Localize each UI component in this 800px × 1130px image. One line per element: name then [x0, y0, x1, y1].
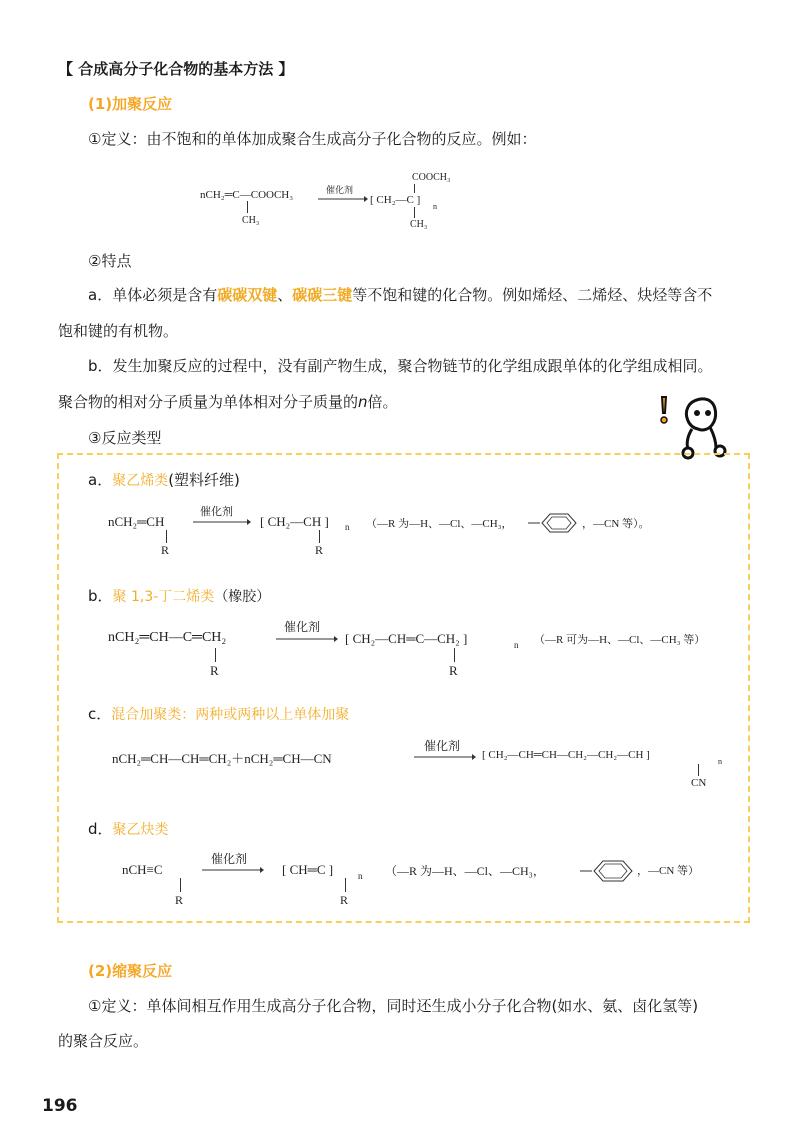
- bond-line: [698, 764, 699, 776]
- type-d-reactant: nCH≡C: [122, 862, 163, 877]
- condensation-definition-line2: 的聚合反应。: [58, 1032, 149, 1050]
- feature-a: [88, 284, 712, 306]
- type-b-heading: [88, 585, 270, 608]
- feature-b-line1: b．发生加聚反应的过程中，没有副产物生成，聚合物链节的化学组成跟单体的化学组成相同。: [88, 357, 713, 375]
- type-b-note: （橡胶）: [214, 589, 271, 605]
- type-b-product: [ CH₂—CH═C—CH₂ ]: [345, 631, 468, 646]
- feature-a-sep: 、: [277, 286, 293, 304]
- type-a-product: [ CH₂—CH ]: [260, 514, 329, 529]
- example-product-top: COOCH₃: [412, 172, 451, 183]
- benzene-ring-icon: [528, 511, 580, 535]
- type-c-product: [ CH₂—CH═CH—CH₂—CH₂—CH ]: [482, 749, 650, 761]
- type-b-letter: b．: [88, 587, 113, 605]
- type-c-catalyst: 催化剂: [424, 739, 461, 753]
- type-c-product-sub: CN: [691, 777, 707, 789]
- type-d-sub: R: [175, 893, 184, 907]
- type-a-product-sub: R: [315, 543, 324, 557]
- addition-heading: (1)加聚反应: [88, 95, 173, 113]
- bond-line: [454, 648, 455, 662]
- type-a-note: (塑料纤维): [168, 471, 240, 489]
- type-b-n: n: [514, 640, 519, 650]
- type-d-product: [ CH═C ]: [282, 862, 334, 877]
- type-a-reactant: nCH₂═CH: [108, 514, 165, 529]
- example-reactant-sub: CH₃: [242, 215, 260, 226]
- type-d-product-sub: R: [340, 893, 349, 907]
- type-b-remark: （—R 可为—H、—Cl、—CH₃ 等）: [534, 634, 706, 646]
- feature-a-line2: 饱和键的有机物。: [58, 322, 179, 340]
- addition-definition: ①定义：由不饱和的单体加成聚合生成高分子化合物的反应。例如：: [88, 130, 537, 148]
- feature-b-line2: [58, 391, 398, 413]
- reaction-arrow: [318, 195, 368, 203]
- type-a-name: 聚乙烯类: [112, 473, 169, 489]
- bond-line: [345, 878, 346, 892]
- bond-line: [215, 648, 216, 662]
- example-product-n: n: [433, 202, 437, 211]
- bond-line: [247, 201, 248, 213]
- bond-line: [166, 530, 167, 543]
- page-number: 196: [42, 1096, 78, 1116]
- type-d-heading: [88, 818, 169, 841]
- example-reactant: nCH₂═C—COOCH₃: [200, 189, 294, 201]
- feature-a-highlight-2: 碳碳三键: [292, 286, 353, 304]
- type-a-letter: a．: [88, 471, 113, 489]
- bond-line: [319, 530, 320, 543]
- catalyst-label: 催化剂: [326, 185, 354, 195]
- type-a-heading: [88, 469, 240, 492]
- type-b-product-sub: R: [449, 663, 458, 678]
- feature-a-suffix: 等不饱和键的化合物。例如烯烃、二烯烃、炔烃等含不: [352, 286, 713, 304]
- condensation-heading: (2)缩聚反应: [88, 962, 173, 980]
- example-product: [ CH₂—C ]: [370, 194, 421, 206]
- type-a-sub: R: [161, 543, 170, 557]
- type-d-remark: （—R 为—H、—Cl、—CH₃，: [385, 864, 545, 878]
- feature-a-prefix: a．单体必须是含有: [88, 286, 218, 304]
- feature-b-post: 倍。: [367, 393, 398, 411]
- type-a-n: n: [345, 522, 350, 532]
- type-a-remark: （—R 为—H、—Cl、—CH₃，: [366, 518, 513, 530]
- type-c-heading: [88, 703, 349, 726]
- type-b-reactant: nCH₂═CH—C═CH₂: [108, 630, 227, 645]
- type-c-letter: c．: [88, 705, 112, 723]
- type-b-sub: R: [210, 663, 219, 678]
- type-d-remark-end: ，—CN 等）: [637, 865, 700, 877]
- type-b-catalyst: 催化剂: [284, 620, 321, 634]
- condensation-definition-line1: ①定义：单体间相互作用生成高分子化合物，同时还生成小分子化合物(如水、氨、卤化氢等): [88, 997, 699, 1015]
- type-d-arrow: [202, 866, 264, 874]
- section-title: 【 合成高分子化合物的基本方法 】: [58, 60, 294, 78]
- type-d-letter: d．: [88, 820, 113, 838]
- example-product-bottom: CH₃: [410, 219, 428, 230]
- type-d-name: 聚乙炔类: [112, 822, 169, 838]
- feature-b-n: n: [358, 393, 368, 411]
- type-d-n: n: [358, 871, 363, 881]
- example-equation: [200, 168, 480, 238]
- type-a-remark-end: ，—CN 等）。: [582, 518, 650, 530]
- type-b-name: 聚 1,3-丁二烯类: [112, 589, 215, 605]
- feature-b-pre: 聚合物的相对分子质量为单体相对分子质量的: [58, 393, 359, 411]
- bond-line: [414, 184, 415, 193]
- type-b-arrow: [276, 635, 338, 643]
- bond-line: [414, 207, 415, 218]
- types-label: ③反应类型: [88, 429, 162, 447]
- type-a-arrow: [193, 518, 251, 526]
- type-c-name: 混合加聚类：两种或两种以上单体加聚: [111, 707, 350, 723]
- type-d-catalyst: 催化剂: [211, 852, 248, 866]
- benzene-ring-icon: [580, 858, 636, 884]
- type-a-catalyst: 催化剂: [200, 506, 233, 518]
- features-label: ②特点: [88, 252, 132, 270]
- type-c-reactant: nCH₂═CH—CH═CH₂＋nCH₂═CH—CN: [112, 751, 332, 766]
- feature-a-highlight-1: 碳碳双键: [217, 286, 278, 304]
- type-c-arrow: [414, 753, 476, 761]
- type-c-n: n: [718, 757, 722, 766]
- bond-line: [180, 878, 181, 892]
